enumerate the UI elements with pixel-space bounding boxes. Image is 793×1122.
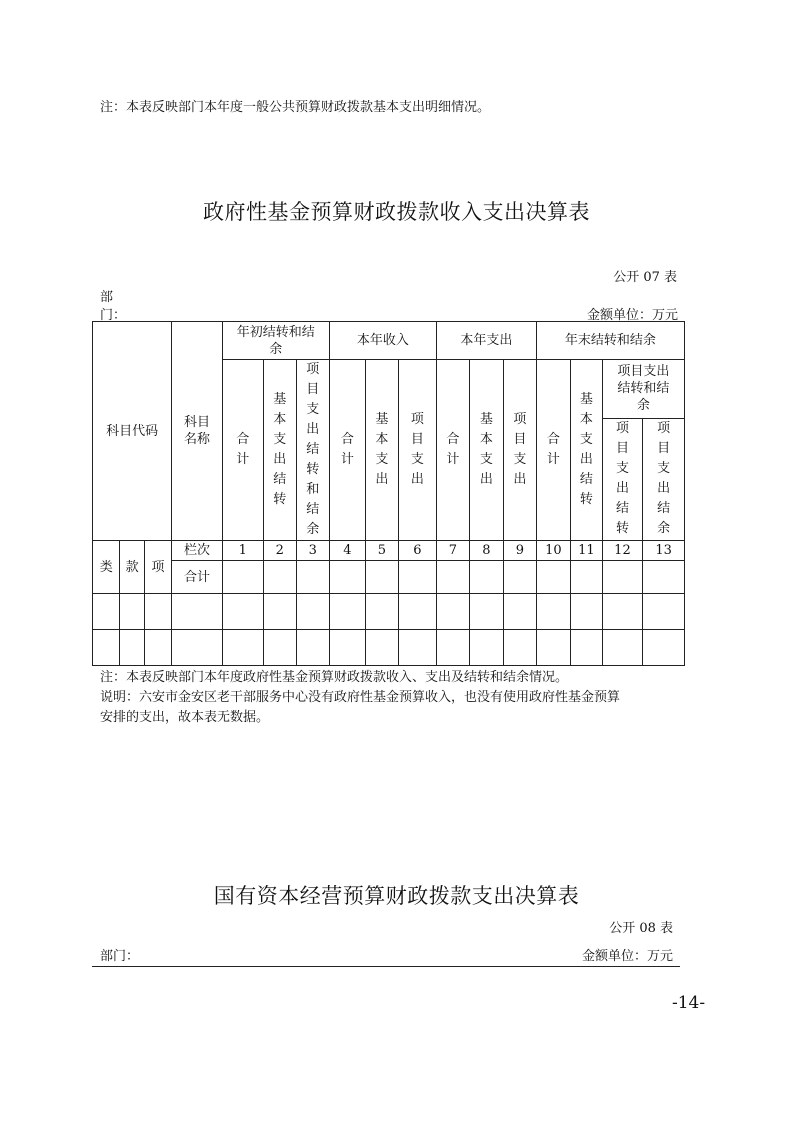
section2-title: 国有资本经营预算财政拨款支出决算表 xyxy=(213,884,580,908)
col-number: 5 xyxy=(366,541,398,561)
header-begin-total: 合计 xyxy=(222,360,263,541)
section2-unit-label: 金额单位：万元 xyxy=(581,949,673,964)
header-income-basic: 基本支出 xyxy=(366,360,398,541)
page-number: -14- xyxy=(672,993,706,1013)
header-expense: 本年支出 xyxy=(437,322,536,360)
section2-dept-label: 部门： xyxy=(100,949,140,964)
top-note: 注：本表反映部门本年度一般公共预算财政拨款基本支出明细情况。 xyxy=(100,100,491,115)
col-number: 2 xyxy=(263,541,297,561)
header-begin-project: 项目支出结转和结余 xyxy=(297,360,330,541)
col-number: 7 xyxy=(437,541,469,561)
col-kuan: 款 xyxy=(120,541,144,594)
header-end-basic: 基本支出结转 xyxy=(571,360,602,541)
header-expense-project: 项目支出 xyxy=(504,360,536,541)
header-end-project-surplus: 项目支出结余 xyxy=(643,418,685,540)
table-row-total xyxy=(93,561,685,594)
header-end-total: 合计 xyxy=(536,360,571,541)
row-total-label: 合计 xyxy=(172,561,223,594)
header-begin-balance: 年初结转和结 余 xyxy=(222,322,329,360)
col-number: 4 xyxy=(329,541,366,561)
section1-title: 政府性基金预算财政拨款收入支出决算表 xyxy=(203,200,590,224)
section1-form-code: 公开 07 表 xyxy=(613,270,677,285)
section1-unit-label: 金额单位：万元 xyxy=(586,308,678,323)
col-number: 6 xyxy=(398,541,437,561)
col-xiang: 项 xyxy=(144,541,171,594)
col-number: 9 xyxy=(504,541,536,561)
gov-fund-table xyxy=(92,321,685,666)
table-row xyxy=(93,594,685,630)
col-number: 8 xyxy=(469,541,504,561)
section1-dept-label-1: 部 xyxy=(100,290,114,305)
header-income: 本年收入 xyxy=(329,322,437,360)
col-number: 12 xyxy=(602,541,643,561)
header-end-balance: 年末结转和结余 xyxy=(536,322,684,360)
section1-dept-label-2: 门： xyxy=(100,308,127,323)
col-number: 1 xyxy=(222,541,263,561)
col-number: 11 xyxy=(571,541,602,561)
table-row xyxy=(93,630,685,666)
section1-note: 注：本表反映部门本年度政府性基金预算财政拨款收入、支出及结转和结余情况。 xyxy=(100,670,569,685)
header-income-total: 合计 xyxy=(329,360,366,541)
header-income-project: 项目支出 xyxy=(398,360,437,541)
col-number: 13 xyxy=(643,541,685,561)
section1-explain-2: 安排的支出，故本表无数据。 xyxy=(100,710,270,725)
section2-form-code: 公开 08 表 xyxy=(609,921,673,936)
header-end-project-carry: 项目支出结转 xyxy=(602,418,643,540)
section1-explain-1: 说明：六安市金安区老干部服务中心没有政府性基金预算收入，也没有使用政府性基金预算 xyxy=(100,690,621,705)
header-begin-basic: 基本支出结转 xyxy=(263,360,297,541)
col-lei: 类 xyxy=(93,541,120,594)
header-subject-code: 科目代码 xyxy=(93,322,172,541)
section2-table-top-border xyxy=(92,966,680,967)
header-expense-basic: 基本支出 xyxy=(469,360,504,541)
col-number: 3 xyxy=(297,541,330,561)
header-subject-name: 科目 名称 xyxy=(172,322,223,541)
col-number: 10 xyxy=(536,541,571,561)
header-expense-total: 合计 xyxy=(437,360,469,541)
row-lanci-label: 栏次 xyxy=(172,541,223,561)
header-end-project: 项目支出 结转和结 余 xyxy=(602,360,684,419)
